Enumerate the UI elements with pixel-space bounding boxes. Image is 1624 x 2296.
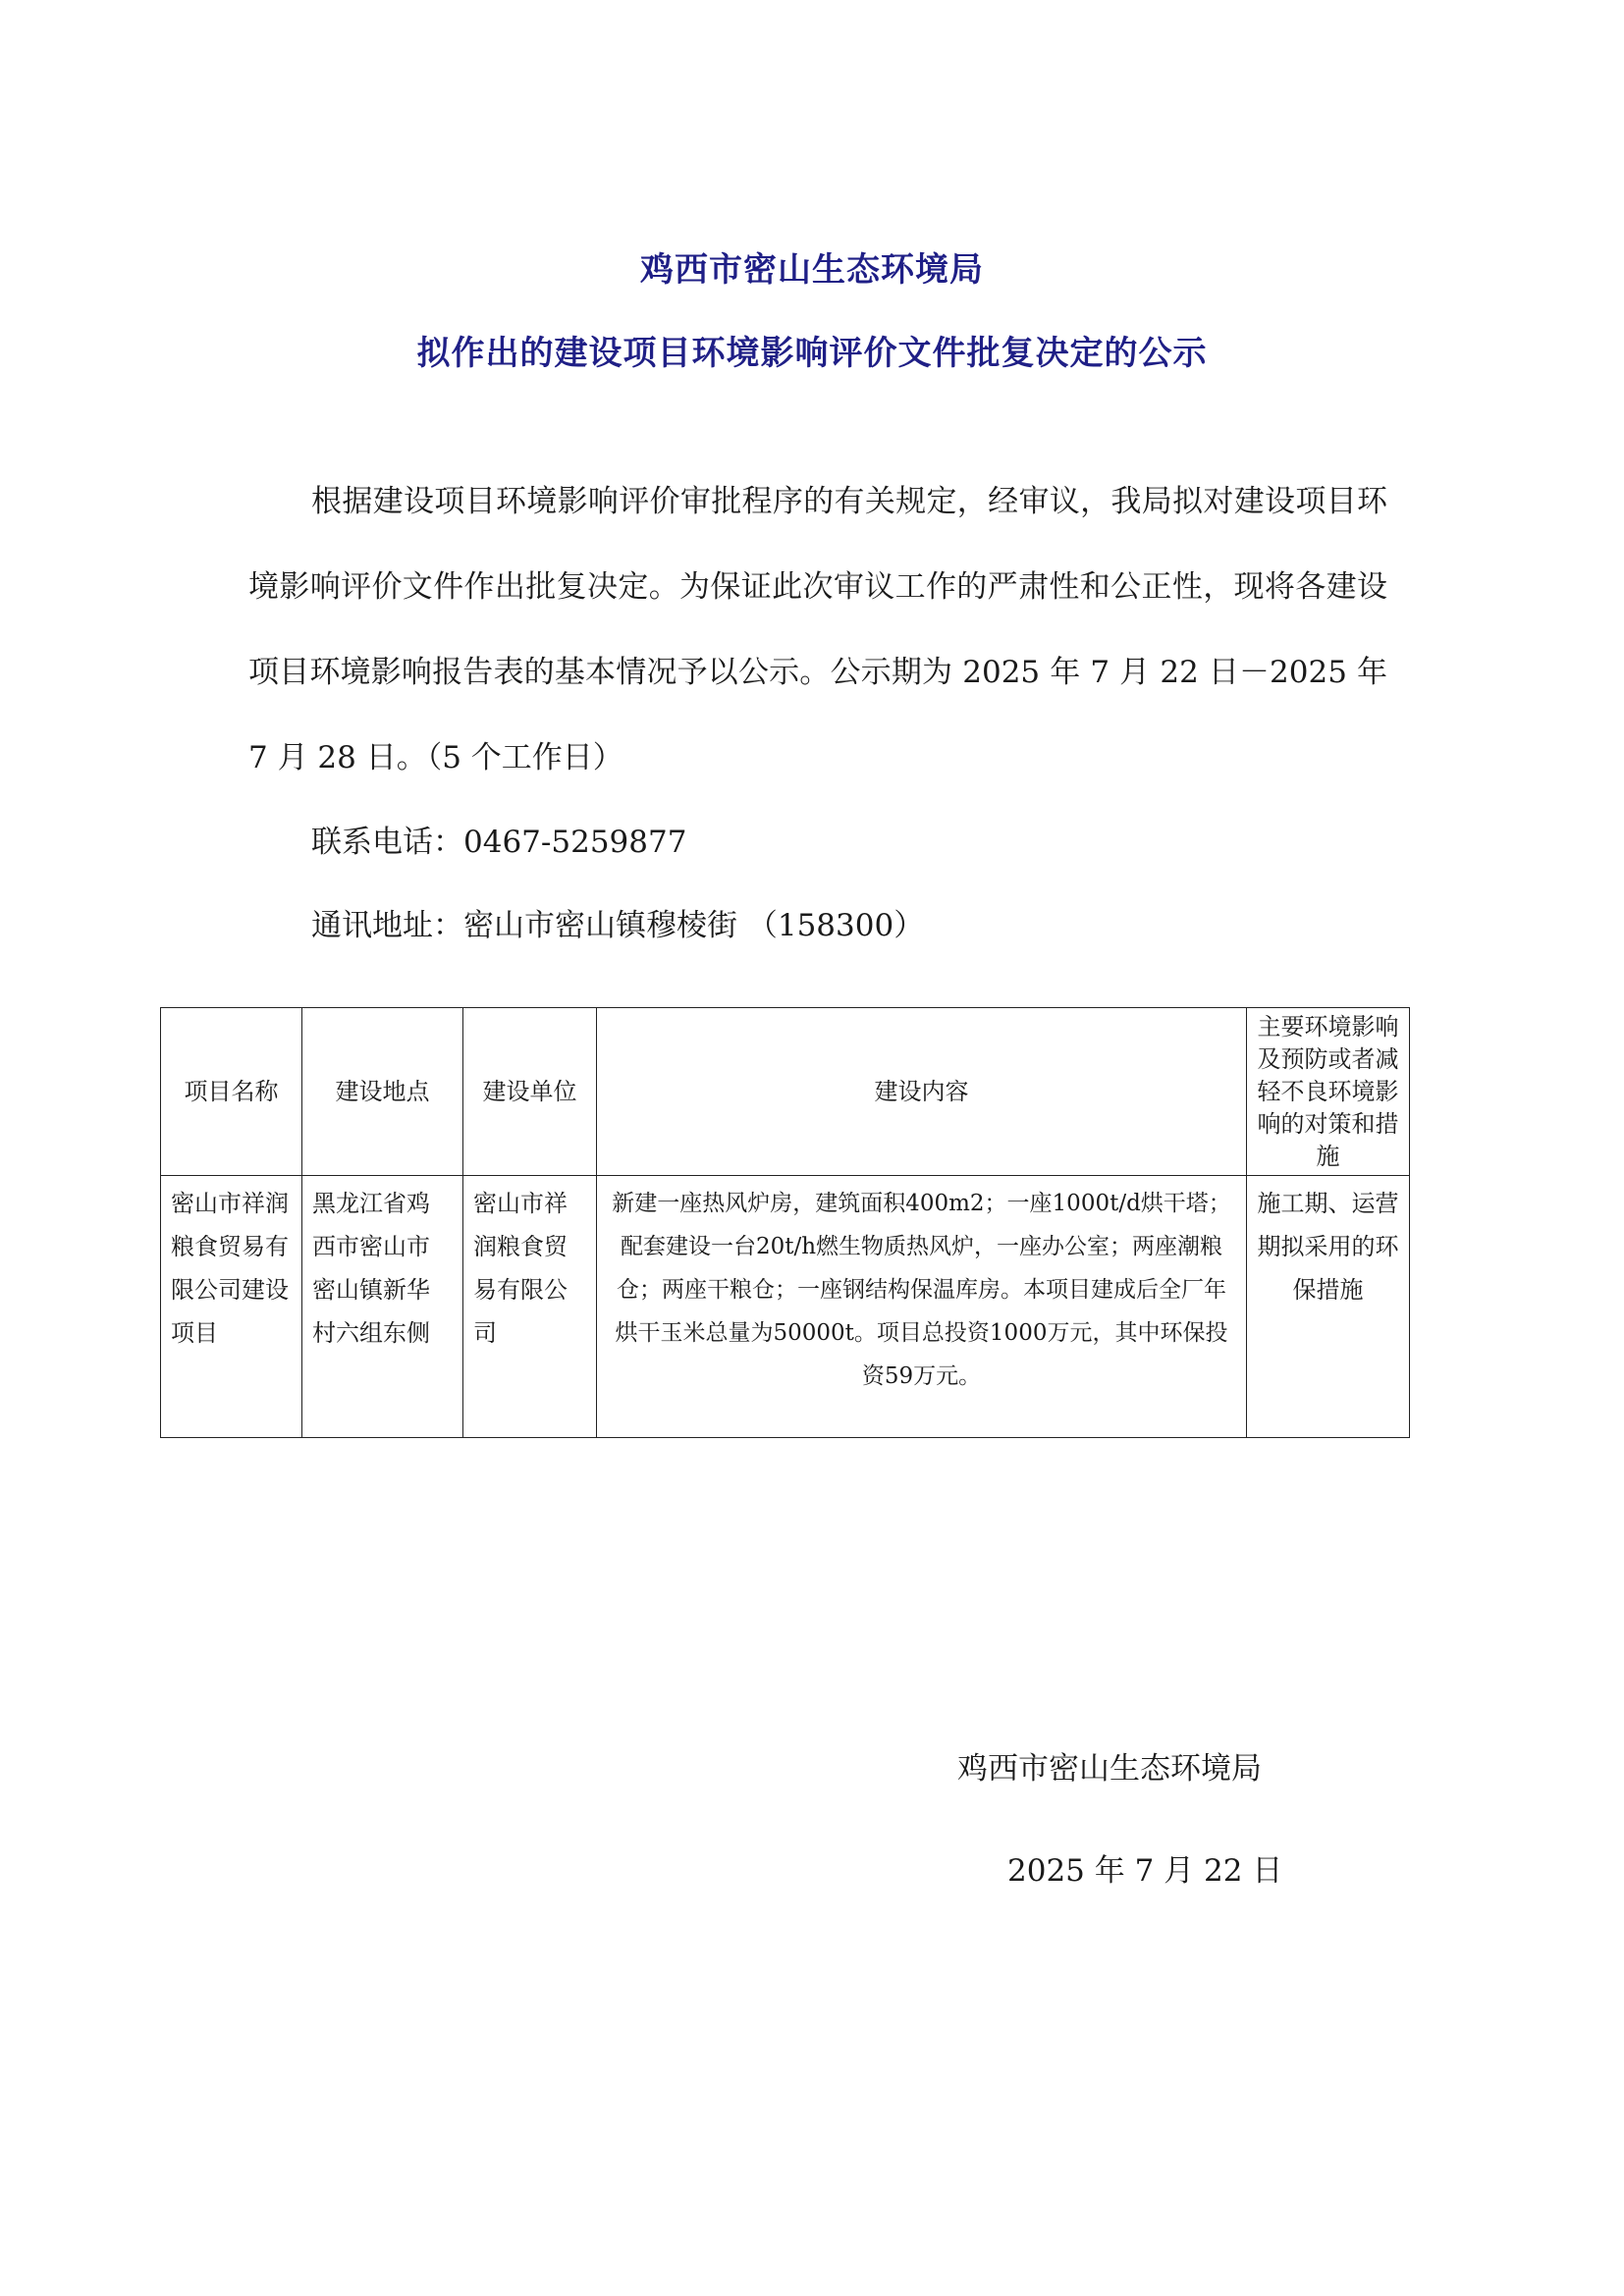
notice-paragraph: 根据建设项目环境影响评价审批程序的有关规定，经审议，我局拟对建设项目环境影响评价文件作出批复决定。为保证此次审议工作的严肃性和公正性，现将各建设项目环境影响报告表的基本情况予以公示。公示期为 2025 年 7 月 22 日－2025 年 7 月 28 日。（5 个工作日） <box>248 484 1387 775</box>
cell-measures: 施工期、运营期拟采用的环保措施 <box>1247 1176 1410 1438</box>
issue-date: 2025 年 7 月 22 日 <box>1007 1853 1283 1889</box>
contact-phone: 联系电话：0467-5259877 <box>311 825 687 860</box>
table-row <box>161 1176 1410 1438</box>
issuing-organization: 鸡西市密山生态环境局 <box>957 1751 1262 1787</box>
notice-body <box>248 459 1387 801</box>
document-title: 鸡西市密山生态环境局 <box>640 250 984 290</box>
document-subtitle: 拟作出的建设项目环境影响评价文件批复决定的公示 <box>416 334 1208 373</box>
header-project-name: 项目名称 <box>161 1008 302 1176</box>
cell-content: 新建一座热风炉房，建筑面积400m2；一座1000t/d烘干塔；配套建设一台20t/h燃生物质热风炉，一座办公室；两座潮粮仓；两座干粮仓；一座钢结构保温库房。本项目建成后全厂年烘干玉米总量为50000t。项目总投资1000万元，其中环保投资59万元。 <box>597 1176 1247 1438</box>
project-table <box>160 1007 1410 1438</box>
cell-location: 黑龙江省鸡西市密山市密山镇新华村六组东侧 <box>302 1176 463 1438</box>
header-location: 建设地点 <box>302 1008 463 1176</box>
cell-unit: 密山市祥润粮食贸易有限公司 <box>463 1176 597 1438</box>
cell-project-name: 密山市祥润粮食贸易有限公司建设项目 <box>161 1176 302 1438</box>
header-unit: 建设单位 <box>463 1008 597 1176</box>
header-content: 建设内容 <box>597 1008 1247 1176</box>
contact-address: 通讯地址：密山市密山镇穆棱街 （158300） <box>311 908 925 943</box>
header-measures: 主要环境影响及预防或者减轻不良环境影响的对策和措施 <box>1247 1008 1410 1176</box>
table-header-row <box>161 1008 1410 1176</box>
